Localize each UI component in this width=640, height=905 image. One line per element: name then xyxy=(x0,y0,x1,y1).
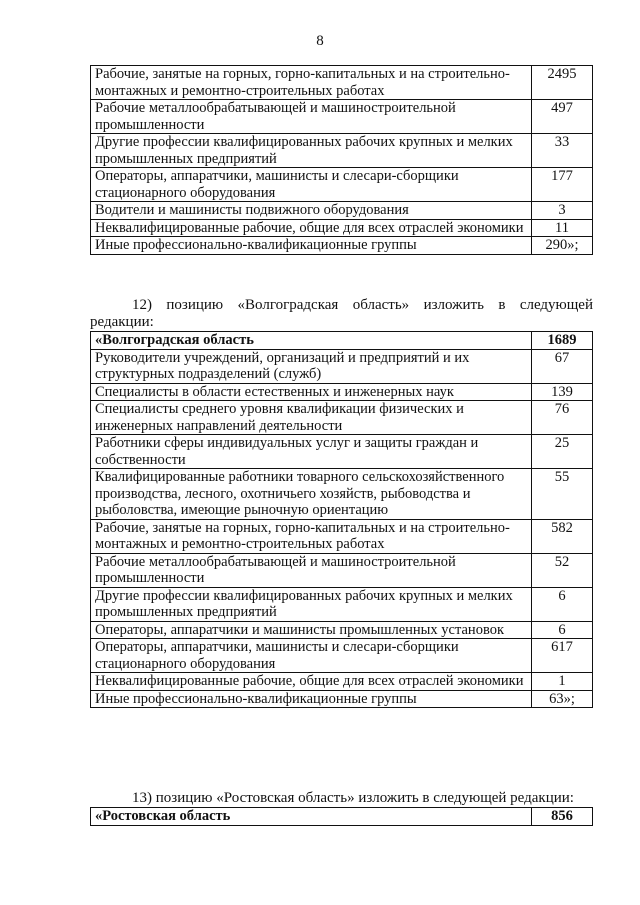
table-rostov xyxy=(90,807,593,826)
count-cell: 497 xyxy=(532,100,593,134)
category-cell: Иные профессионально-квалификационные группы xyxy=(91,237,532,255)
table-row xyxy=(91,621,593,639)
category-cell: Работники сферы индивидуальных услуг и защиты граждан и собственности xyxy=(91,435,532,469)
count-cell: 52 xyxy=(532,553,593,587)
table-row xyxy=(91,469,593,520)
table-row xyxy=(91,435,593,469)
count-cell: 63»; xyxy=(532,690,593,708)
count-cell: 139 xyxy=(532,383,593,401)
region-name-cell: «Ростовская область xyxy=(91,808,532,826)
category-cell: Рабочие металлообрабатывающей и машиностроительной промышленности xyxy=(91,553,532,587)
category-cell: Иные профессионально-квалификационные группы xyxy=(91,690,532,708)
table-volgograd xyxy=(90,331,593,708)
table-row xyxy=(91,66,593,100)
table-row xyxy=(91,100,593,134)
paragraph-12-line1: 12) позицию «Волгоградская область» изложить в следующей xyxy=(132,297,593,313)
category-cell: Квалифицированные работники товарного сельскохозяйственного производства, лесного, охотничьего хозяйств, рыбоводства и рыболовства, имеющие рыночную ориентацию xyxy=(91,469,532,520)
category-cell: Другие профессии квалифицированных рабочих крупных и мелких промышленных предприятий xyxy=(91,587,532,621)
table-row xyxy=(91,587,593,621)
count-cell: 11 xyxy=(532,219,593,237)
table-row xyxy=(91,639,593,673)
category-cell: Операторы, аппаратчики, машинисты и слесари-сборщики стационарного оборудования xyxy=(91,168,532,202)
category-cell: Руководители учреждений, организаций и предприятий и их структурных подразделений (служб) xyxy=(91,349,532,383)
table-row xyxy=(91,219,593,237)
category-cell: Операторы, аппаратчики и машинисты промышленных установок xyxy=(91,621,532,639)
category-cell: Другие профессии квалифицированных рабочих крупных и мелких промышленных предприятий xyxy=(91,134,532,168)
table-header-row xyxy=(91,808,593,826)
count-cell: 6 xyxy=(532,621,593,639)
table-row xyxy=(91,349,593,383)
count-cell: 617 xyxy=(532,639,593,673)
count-cell: 55 xyxy=(532,469,593,520)
table-row xyxy=(91,673,593,691)
page-number: 8 xyxy=(316,33,324,49)
count-cell: 76 xyxy=(532,401,593,435)
category-cell: Рабочие металлообрабатывающей и машиностроительной промышленности xyxy=(91,100,532,134)
category-cell: Операторы, аппаратчики, машинисты и слесари-сборщики стационарного оборудования xyxy=(91,639,532,673)
category-cell: Рабочие, занятые на горных, горно-капитальных и на строительно-монтажных и ремонтно-строительных работах xyxy=(91,519,532,553)
count-cell: 33 xyxy=(532,134,593,168)
table-row xyxy=(91,202,593,220)
table-row xyxy=(91,519,593,553)
region-total-cell: 1689 xyxy=(532,332,593,350)
region-total-cell: 856 xyxy=(532,808,593,826)
table-row xyxy=(91,553,593,587)
count-cell: 177 xyxy=(532,168,593,202)
category-cell: Неквалифицированные рабочие, общие для всех отраслей экономики xyxy=(91,673,532,691)
category-cell: Специалисты среднего уровня квалификации физических и инженерных направлений деятельности xyxy=(91,401,532,435)
table-row xyxy=(91,690,593,708)
count-cell: 2495 xyxy=(532,66,593,100)
category-cell: Специалисты в области естественных и инженерных наук xyxy=(91,383,532,401)
count-cell: 25 xyxy=(532,435,593,469)
count-cell: 1 xyxy=(532,673,593,691)
count-cell: 290»; xyxy=(532,237,593,255)
table-top xyxy=(90,65,593,255)
count-cell: 67 xyxy=(532,349,593,383)
category-cell: Рабочие, занятые на горных, горно-капитальных и на строительно-монтажных и ремонтно-строительных работах xyxy=(91,66,532,100)
count-cell: 582 xyxy=(532,519,593,553)
table-row xyxy=(91,134,593,168)
category-cell: Неквалифицированные рабочие, общие для всех отраслей экономики xyxy=(91,219,532,237)
table-row xyxy=(91,401,593,435)
paragraph-13: 13) позицию «Ростовская область» изложить в следующей редакции: xyxy=(132,790,574,806)
paragraph-12-line2: редакции: xyxy=(90,314,154,330)
table-row xyxy=(91,237,593,255)
table-row xyxy=(91,383,593,401)
category-cell: Водители и машинисты подвижного оборудования xyxy=(91,202,532,220)
region-name-cell: «Волгоградская область xyxy=(91,332,532,350)
table-row xyxy=(91,168,593,202)
count-cell: 6 xyxy=(532,587,593,621)
count-cell: 3 xyxy=(532,202,593,220)
table-header-row xyxy=(91,332,593,350)
